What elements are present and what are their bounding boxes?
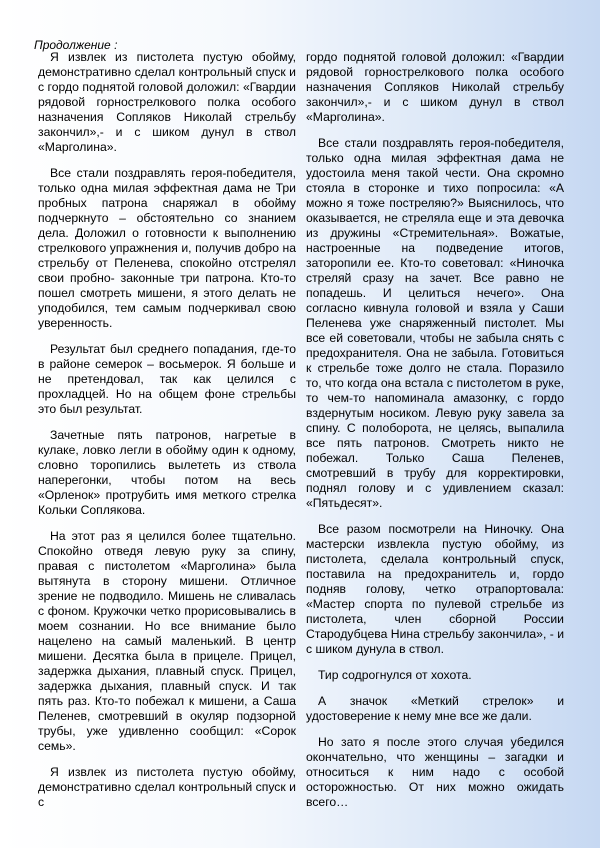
paragraph: Тир содрогнулся от хохота. bbox=[318, 668, 472, 682]
left-column bbox=[38, 50, 296, 821]
paragraph: На этот раз я целился более тщательно. Спокойно отведя левую руку за спину, правая с пистолетом «Марголина» была вытянута в сторону мишени. Отличное зрение не подводило. Мишень не сливалась с фоном. Кружочки четко прорисовывались в моем сознании. Но все внимание было нацелено на самый маленький. В центр мишени. Десятка была в прицеле. Прицел, задержка дыхания, плавный спуск. Прицел, задержка дыхания, плавный спуск. И так пять раз. Кто-то побежал к мишени, а Саша Пеленев, смотревший в окуляр подзорной трубы, уже удивленно сообщил: «Сорок семь». bbox=[38, 529, 296, 753]
continuation-label: Продолжение : bbox=[34, 38, 118, 52]
paragraph: Все стали поздравлять героя-победителя, только одна милая эффектная дама не Три пробных патрона снаряжал в обойму подчеркнуто – обстоятельно со знанием дела. Доложил о готовности к выполнению стрелкового упражнения и, получив добро на стрельбу от Пеленева, спокойно отстрелял свои пробно- законные три патрона. Кто-то пошел смотреть мишени, я этого делать не уподобился, тем самым подчеркивал свою уверенность. bbox=[38, 166, 296, 330]
paragraph: А значок «Меткий стрелок» и удостоверение к нему мне все же дали. bbox=[306, 694, 564, 723]
paragraph: Зачетные пять патронов, нагретые в кулаке, ловко легли в обойму один к одному, словно торопились вылететь из ствола наперегонки, чтобы потом на весь «Орленок» протрубить имя меткого стрелка Кольки Соплякова. bbox=[38, 428, 296, 517]
paragraph: Но зато я после этого случая убедился окончательно, что женщины – загадки и относиться к ним надо с особой осторожностью. От них можно ожидать всего… bbox=[306, 735, 564, 809]
paragraph: гордо поднятой головой доложил: «Гвардии рядовой горнострелкового полка особого назначения Сопляков Николай стрельбу закончил»,- и с шиком дунул в ствол «Марголина». bbox=[306, 50, 564, 124]
paragraph: Результат был среднего попадания, где-то в районе семерок – восьмерок. Я больше и не претендовал, так как целился с прохладцей. Но на общем фоне стрельбы это был результат. bbox=[38, 342, 296, 416]
paragraph: Все стали поздравлять героя-победителя, только одна милая эффектная дама не удостоила меня такой чести. Она скромно стояла в сторонке и тихо попросила: «А можно я тоже постреляю?» Выяснилось, что оказывается, не стреляла еще и эта девочка из дружины «Стремительная». Вожатые, настроенные на подведение итогов, заторопили ее. Кто-то советовал: «Ниночка стреляй сразу на зачет. Все равно не попадешь. И целиться нечего». Она согласно кивнула головой и взяла у Саши Пеленева уже снаряженный пистолет. Мы все ей советовали, чтобы не забыла снять с предохранителя. Она не забыла. Готовиться к стрельбе тоже долго не стала. Поразило то, что когда она встала с пистолетом в руке, то чем-то напоминала амазонку, с гордо вздернутым носиком. Левую руку завела за спину. С полоборота, не целясь, выпалила все пять патронов. Смотреть никто не побежал. Только Саша Пеленев, смотревший в трубу для корректировки, поднял голову и с удивлением сказал: «Пятьдесят». bbox=[306, 136, 564, 510]
paragraph: Я извлек из пистолета пустую обойму, демонстративно сделал контрольный спуск и с гордо поднятой головой доложил: «Гвардии рядовой горнострелкового полка особого назначения Сопляков Николай стрельбу закончил»,- и с шиком дунул в ствол «Марголина». bbox=[38, 50, 296, 154]
right-column bbox=[306, 50, 564, 821]
paragraph: Я извлек из пистолета пустую обойму, демонстративно сделал контрольный спуск и с bbox=[38, 765, 296, 809]
paragraph: Все разом посмотрели на Ниночку. Она мастерски извлекла пустую обойму, из пистолета, сделала контрольный спуск, поставила на предохранитель и, гордо подняв голову, четко отрапортовала: «Мастер спорта по пулевой стрельбе из пистолета, член сборной России Стародубцева Нина стрельбу закончила», - и с шиком дунула в ствол. bbox=[306, 522, 564, 656]
